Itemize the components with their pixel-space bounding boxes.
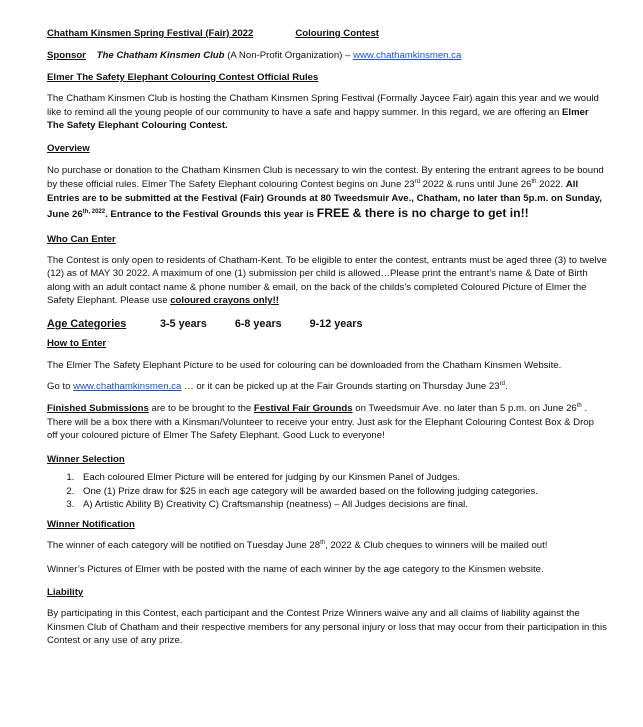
overview-text-2: 2022 & runs until June 26 xyxy=(422,179,532,191)
contest-title: Colouring Contest xyxy=(295,28,379,39)
who-heading: Who Can Enter xyxy=(47,233,116,245)
finished-text-2: on Tweedsmuir Ave. no later than 5 p.m. on June 26 xyxy=(355,403,577,415)
document-header xyxy=(47,27,607,40)
list-item: 2. One (1) Prize draw for $25 in each age category will be awarded based on the following judging categories. xyxy=(77,485,607,499)
sponsor-link[interactable]: www.chathamkinsmen.ca xyxy=(353,50,462,62)
how-goto-line xyxy=(47,380,607,393)
who-emphasis: coloured crayons only!! xyxy=(170,295,279,307)
how-heading: How to Enter xyxy=(47,338,107,350)
list-item: 3. A) Artistic Ability B) Creativity C) Craftsmanship (neatness) – All Judges decisions are final. xyxy=(77,498,607,512)
selection-heading: Winner Selection xyxy=(47,453,125,465)
intro-paragraph xyxy=(47,92,607,132)
document xyxy=(47,27,607,648)
finished-place: Festival Fair Grounds xyxy=(253,403,353,415)
overview-text-1: No purchase or donation to the Chatham Kinsmen Club is necessary to win the contest. By entering the entrant agrees to be bound by these official rules. Elmer The Safety Elephant colouring Contest begins on June 23 xyxy=(47,164,604,191)
notification-text-1: The winner of each category will be notified on Tuesday June 28 xyxy=(47,540,321,552)
finished-paragraph xyxy=(47,402,607,442)
how-text-2: … or it can be picked up at the Fair Grounds starting on Thursday June 23 xyxy=(184,380,500,392)
notification-sup: th xyxy=(320,539,326,546)
overview-bold-1: All Entries are to be submitted at the Festival (Fair) Grounds at 80 Tweedsmuir Ave., Chatham, no later than 5p.m. on Sunday, June 26 xyxy=(47,179,602,221)
intro-bold: Elmer The Safety Elephant Colouring Contest. xyxy=(47,106,589,132)
overview-heading: Overview xyxy=(47,143,90,155)
how-text-1: The Elmer The Safety Elephant Picture to be used for colouring can be downloaded from the Chatham Kinsmen Website. xyxy=(47,359,562,371)
overview-bold-2: . Entrance to the Festival Grounds this year is xyxy=(105,209,315,221)
notification-heading: Winner Notification xyxy=(47,518,135,530)
who-paragraph xyxy=(47,254,607,308)
age-categories xyxy=(47,318,607,331)
sponsor-description: (A Non-Profit Organization) – xyxy=(227,50,351,62)
how-sup: rd xyxy=(499,380,505,387)
sponsor-label: Sponsor xyxy=(47,50,86,62)
age-category: 3-5 years xyxy=(160,317,207,330)
overview-sup-1: rd xyxy=(414,178,420,185)
overview-text-3: 2022. xyxy=(539,179,564,191)
website-link[interactable]: www.chathamkinsmen.ca xyxy=(73,380,182,392)
festival-title: Chatham Kinsmen Spring Festival (Fair) 2022 xyxy=(47,28,254,39)
finished-sup: th xyxy=(576,403,582,410)
notification-line-1 xyxy=(47,539,607,552)
how-end: . xyxy=(504,380,508,392)
finished-text-3: . There will be a box there with a Kinsman/Volunteer to receive your entry. Just ask for the Elephant Colouring Contest Box & Drop off your coloured picture of Elmer The Safety Elephant. Good Luck to everyone! xyxy=(47,403,594,442)
finished-label: Finished Submissions xyxy=(47,403,149,415)
notification-line-2: Winner’s Pictures of Elmer with be posted with the name of each winner by the age category to the Kinsmen website. xyxy=(47,563,544,575)
overview-sup-3: th, 2022 xyxy=(82,209,106,216)
intro-text: The Chatham Kinsmen Club is hosting the Chatham Kinsmen Spring Festival (Formally Jaycee Fair) again this year and we would like to remind all the young people of our community to have a safe and happy summer. In this regard, we are offering an xyxy=(47,93,599,118)
sponsor-name: The Chatham Kinsmen Club xyxy=(96,50,225,62)
who-text: The Contest is only open to residents of Chatham-Kent. To be eligible to enter the contest, entrants must be aged three (3) to twelve (12) as of MAY 30 2022. A maximum of one (1) submission per child is allowed…Please print the entrant’s name & Date of Birth along with an adult contact name & phone number & email, on the back of the childs’s completed Coloured Picture of Elmer the Safety Elephant. Please use xyxy=(47,255,607,307)
list-item: 1. Each coloured Elmer Picture will be entered for judging by our Kinsmen Panel of Judges. xyxy=(77,471,607,485)
selection-list xyxy=(47,471,607,512)
age-category: 9-12 years xyxy=(309,317,363,330)
overview-sup-2: th xyxy=(531,178,537,185)
overview-free-entrance: FREE & there is no charge to get in!! xyxy=(316,206,529,221)
age-category: 6-8 years xyxy=(234,317,282,330)
rules-title: Elmer The Safety Elephant Colouring Contest Official Rules xyxy=(47,71,319,83)
finished-text-1: are to be brought to the xyxy=(151,403,252,415)
notification-text-2: , 2022 & Club cheques to winners will be mailed out! xyxy=(325,540,548,552)
age-categories-label: Age Categories xyxy=(47,317,127,330)
how-goto: Go to xyxy=(47,380,71,392)
liability-paragraph: By participating in this Contest, each participant and the Contest Prize Winners waive any and all claims of liability against the Kinsmen Club of Chatham and their respective members for any personal injury or loss that may occur from their participation in this Contest or any use of any prize. xyxy=(47,608,607,647)
sponsor-line xyxy=(47,49,607,62)
liability-heading: Liability xyxy=(47,586,84,598)
overview-paragraph xyxy=(47,164,607,223)
